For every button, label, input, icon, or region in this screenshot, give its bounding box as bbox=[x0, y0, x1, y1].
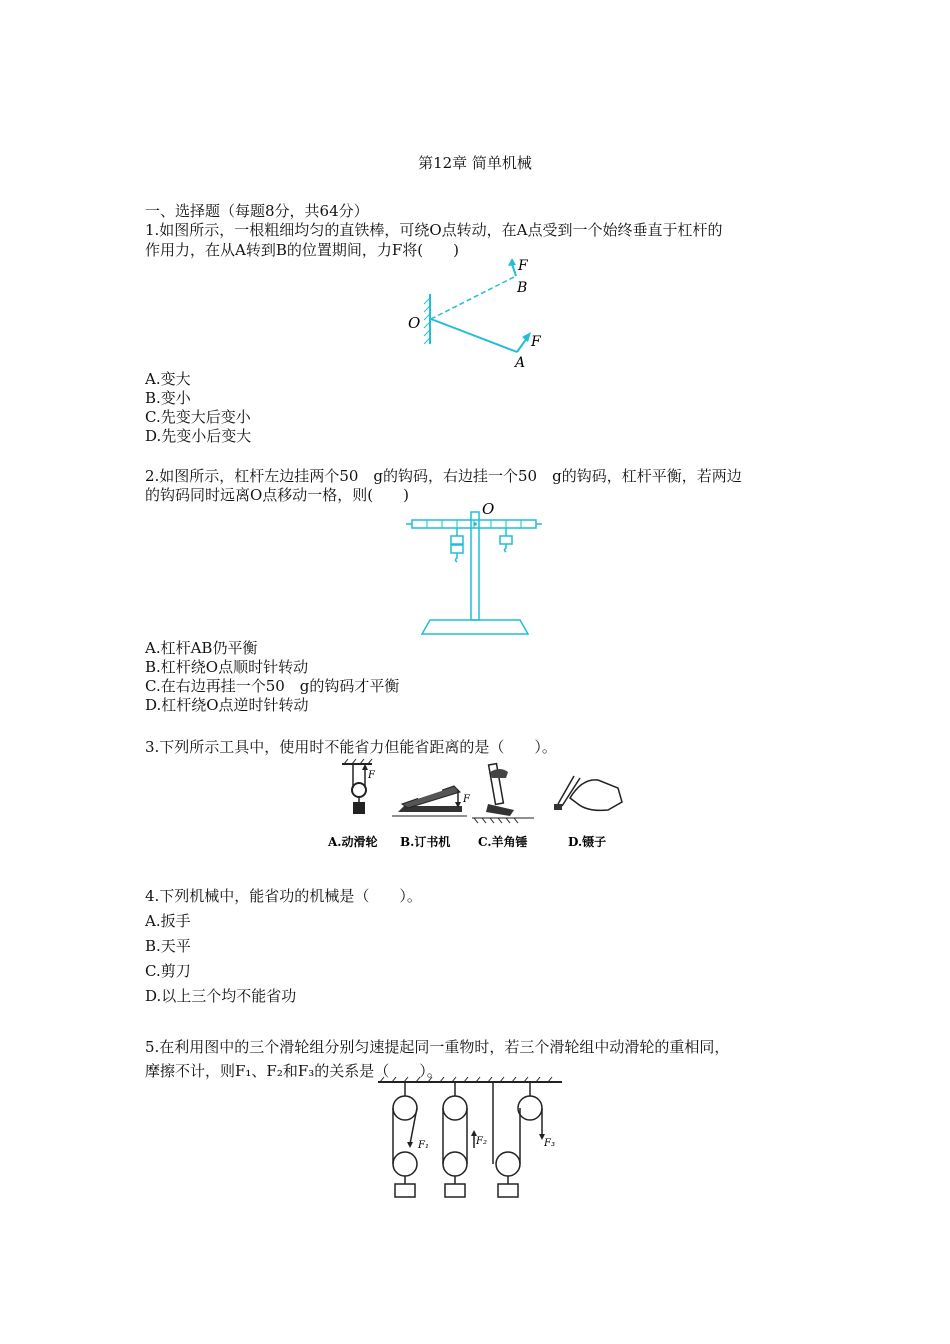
q1-force-arrow-b bbox=[512, 264, 516, 276]
q1-rod-position-b bbox=[431, 276, 516, 319]
q5-label-f3: F₃ bbox=[544, 1138, 555, 1149]
q1-label-a: A bbox=[515, 355, 526, 371]
q5-stem-line1: 5.在利用图中的三个滑轮组分别匀速提起同一重物时，若三个滑轮组中动滑轮的重相同， bbox=[145, 1038, 730, 1056]
q2-pivot bbox=[473, 522, 477, 526]
q3-tool-claw-hammer bbox=[472, 764, 534, 823]
q5-stem-line2: 摩擦不计，则F₁、F₂和F₃的关系是（ ）。 bbox=[145, 1062, 442, 1080]
q1-option-c[interactable]: C.先变大后变小 bbox=[145, 408, 251, 426]
q3-caption-b[interactable]: B.订书机 bbox=[400, 835, 451, 849]
q4-option-d[interactable]: D.以上三个均不能省功 bbox=[145, 987, 297, 1005]
q2-option-a[interactable]: A.杠杆AB仍平衡 bbox=[145, 639, 258, 657]
page-title: 第12章 简单机械 bbox=[418, 154, 532, 172]
q5-system-1 bbox=[393, 1082, 417, 1197]
q1-arrowhead-a bbox=[522, 332, 531, 342]
q5-system-2 bbox=[443, 1082, 474, 1197]
q2-left-weight-2 bbox=[451, 545, 463, 553]
q1-option-a[interactable]: A.变大 bbox=[145, 370, 191, 388]
q3-tools-figure bbox=[322, 758, 632, 858]
q5-system-3 bbox=[493, 1082, 542, 1197]
q3-caption-c[interactable]: C.羊角锤 bbox=[478, 835, 528, 849]
q3-force-label-a: F bbox=[368, 770, 375, 781]
q1-stem-line1: 1.如图所示，一根粗细均匀的直铁棒，可绕O点转动，在A点受到一个始终垂直于杠杆的 bbox=[145, 221, 723, 239]
q1-force-arrow-a bbox=[517, 338, 527, 352]
q4-option-a[interactable]: A.扳手 bbox=[145, 912, 191, 930]
q3-caption-d[interactable]: D.镊子 bbox=[568, 835, 607, 849]
q5-pulley-figure bbox=[370, 1074, 570, 1204]
q2-stem-line1: 2.如图所示，杠杆左边挂两个50 g的钩码，右边挂一个50 g的钩码，杠杆平衡，若两边 bbox=[145, 467, 742, 485]
q1-label-b: B bbox=[517, 280, 528, 296]
section-heading: 一、选择题（每题8分，共64分） bbox=[145, 202, 369, 220]
q1-rod-position-a bbox=[431, 319, 517, 352]
q2-left-weight-hook bbox=[456, 553, 458, 562]
q2-option-c[interactable]: C.在右边再挂一个50 g的钩码才平衡 bbox=[145, 677, 400, 695]
q4-option-c[interactable]: C.剪刀 bbox=[145, 962, 191, 980]
q1-option-d[interactable]: D.先变小后变大 bbox=[145, 427, 252, 445]
q2-option-b[interactable]: B.杠杆绕O点顺时针转动 bbox=[145, 658, 309, 676]
q1-lever-figure bbox=[400, 252, 560, 372]
q3-tool-tweezers bbox=[554, 776, 622, 810]
q3-tool-movable-pulley bbox=[342, 759, 376, 814]
q2-right-weight bbox=[500, 536, 512, 544]
q5-label-f2: F₂ bbox=[476, 1136, 487, 1147]
q2-stand-base bbox=[422, 620, 528, 634]
q3-tool-stapler bbox=[392, 786, 471, 816]
q3-caption-a[interactable]: A.动滑轮 bbox=[328, 835, 378, 849]
q1-option-b[interactable]: B.变小 bbox=[145, 389, 191, 407]
q2-balance-figure bbox=[400, 498, 550, 640]
q2-label-o: O bbox=[482, 500, 495, 518]
q3-stem: 3.下列所示工具中，使用时不能省力但能省距离的是（ ）。 bbox=[145, 738, 557, 756]
q1-stem-line2: 作用力，在从A转到B的位置期间，力F将( ) bbox=[145, 241, 459, 259]
q2-left-weight-1 bbox=[451, 536, 463, 544]
q4-option-b[interactable]: B.天平 bbox=[145, 937, 191, 955]
q2-option-d[interactable]: D.杠杆绕O点逆时针转动 bbox=[145, 696, 309, 714]
q1-label-f-bottom: F bbox=[531, 334, 541, 350]
q5-label-f1: F₁ bbox=[418, 1140, 429, 1151]
q1-label-f-top: F bbox=[518, 258, 528, 274]
q1-arrowhead-b bbox=[508, 258, 516, 266]
q1-label-o: O bbox=[408, 314, 421, 332]
q3-force-label-b: F bbox=[463, 794, 470, 805]
q2-right-weight-hook bbox=[505, 544, 507, 552]
q2-stem-line2: 的钩码同时远离O点移动一格，则( ) bbox=[145, 486, 410, 504]
q4-stem: 4.下列机械中，能省功的机械是（ ）。 bbox=[145, 887, 422, 905]
